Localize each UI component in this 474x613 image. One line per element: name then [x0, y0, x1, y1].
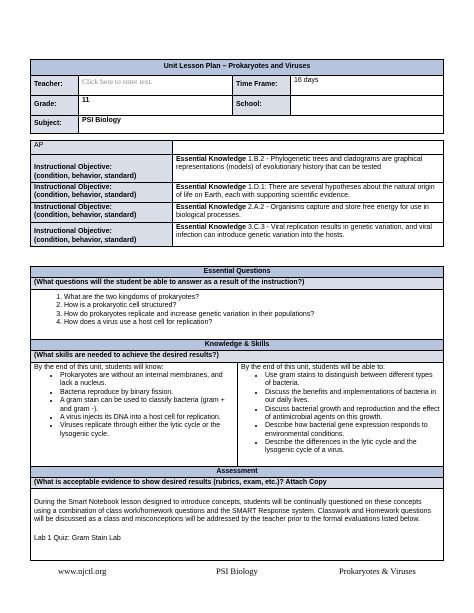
unit-info-table [30, 59, 444, 134]
objective-label: Instructional Objective: (condition, behavior, standard) [31, 203, 173, 223]
grade-label: Grade: [31, 96, 79, 116]
question-item: 2. How is a prokaryotic cell structured? [64, 302, 440, 310]
objective-label: Instructional Objective: (condition, behavior, standard) [31, 155, 173, 183]
teacher-label: Teacher: [31, 76, 79, 96]
able-intro: By the end of this unit, students will be able to: [241, 363, 385, 371]
ap-label: AP [31, 141, 173, 155]
students-know-cell [31, 362, 238, 466]
ek-label: Essential Knowledge [176, 156, 247, 163]
assessment-header: Assessment [31, 466, 444, 477]
know-item: • A virus injects its DNA into a host cell for replication. [60, 414, 234, 422]
question-item: 1. What are the two kingdoms of prokaryotes? [64, 294, 440, 302]
ek-label: Essential Knowledge [176, 184, 247, 191]
ek-text: 1.B.2 - Phylogenetic trees and cladograms are graphical representations (models) of evolutionary history that can be tested [176, 156, 423, 172]
essential-questions-header: Essential Questions [31, 267, 444, 278]
assessment-subheader: (What is acceptable evidence to show desired results (rubrics, exam, etc.)? Attach Copy [31, 477, 444, 488]
essential-knowledge [173, 183, 444, 203]
unit-title: Unit Lesson Plan – Prokaryotes and Viruses [31, 60, 444, 76]
subject-value: PSI Biology [79, 116, 444, 134]
knowledge-skills-header: Knowledge & Skills [31, 339, 444, 350]
subject-label: Subject: [31, 116, 79, 134]
instruction-table [30, 266, 444, 561]
objective-label: Instructional Objective: (condition, behavior, standard) [31, 223, 173, 247]
assessment-text: During the Smart Notebook lesson designed to introduce concepts, students will be continually questioned on these concepts using a combination of class work/homework questions and the SMART Response system. Classwork and Homework questions will be discussed as a class and misconceptions will be addressed by the teacher prior to the formal evaluations listed below. [34, 499, 431, 524]
ek-label: Essential Knowledge [176, 204, 247, 211]
know-intro: By the end of this unit, students will know: [34, 363, 164, 371]
assessment-content [31, 489, 444, 561]
able-item: • Discuss bacterial growth and reproduction and the effect of antimicrobial agents on this growth. [265, 406, 440, 423]
question-item: 3. How do prokaryotes replicate and increase genetic variation in their populations? [64, 311, 440, 319]
essential-questions-subheader: (What questions will the student be able to answer as a result of the instruction?) [31, 278, 444, 289]
ek-text: 2.A.2 - Organisms capture and store free energy for use in biological processes. [176, 204, 429, 220]
able-item: • Use gram stains to distinguish between different types of bacteria. [265, 372, 440, 389]
time-frame-value: 16 days [291, 76, 444, 96]
students-able-cell [238, 362, 444, 466]
school-label: School: [233, 96, 291, 116]
able-item: • Discuss the benefits and implementations of bacteria in our daily lives. [265, 389, 440, 406]
ek-text: 1.D.1: There are several hypotheses about the natural origin of life on Earth, each with supporting scientific evidence. [176, 184, 435, 200]
ek-text: 3.C.3 - Viral replication results in genetic variation, and viral infection can introduce genetic variation into the hosts. [176, 224, 432, 240]
teacher-placeholder: Click here to enter text. [82, 77, 153, 86]
ap-value [173, 141, 444, 155]
assessment-lab: Lab 1 Quiz: Gram Stain Lab [34, 534, 121, 542]
question-item: 4. How does a virus use a host cell for replication? [64, 319, 440, 327]
essential-knowledge [173, 203, 444, 223]
teacher-field[interactable] [79, 76, 233, 96]
know-item: • Prokaryotes are without an internal membranes, and lack a nucleus. [60, 372, 234, 389]
school-value [291, 96, 444, 116]
know-item: • A gram stain can be used to classify bacteria (gram + and gram -). [60, 397, 234, 414]
able-item: • Describe how bacterial gene expression responds to environmental conditions. [265, 422, 440, 439]
footer-website: www.njctl.org [58, 566, 107, 576]
objective-label: Instructional Objective: (condition, behavior, standard) [31, 183, 173, 203]
able-item: • Describe the differences in the lytic cycle and the lysogenic cycle of a virus. [265, 439, 440, 456]
footer-subject: PSI Biology [216, 566, 258, 576]
footer-unit: Prokaryotes & Viruses [339, 566, 416, 576]
ek-label: Essential Knowledge [176, 224, 247, 231]
time-frame-label: Time Frame: [233, 76, 291, 96]
essential-knowledge [173, 223, 444, 247]
know-item: • Viruses replicate through either the lytic cycle or the lysogenic cycle. [60, 422, 234, 439]
objectives-table [30, 140, 444, 247]
know-item: • Bacteria reproduce by binary fission. [60, 389, 234, 397]
essential-questions-list [31, 289, 444, 339]
knowledge-skills-subheader: (What skills are needed to achieve the desired results?) [31, 351, 444, 362]
essential-knowledge [173, 155, 444, 183]
grade-value: 11 [79, 96, 233, 116]
